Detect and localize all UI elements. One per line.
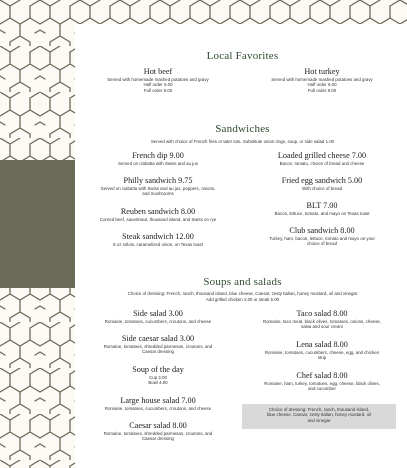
item-desc: Romaine, taco meat, black olives, tomatoes, onions, cheese, bbox=[262, 319, 382, 324]
menu-item-french-dip bbox=[78, 151, 238, 166]
menu-item-loaded-grilled-cheese bbox=[242, 151, 402, 166]
item-desc: Half order 6.00 bbox=[307, 82, 337, 88]
item-name: Club sandwich 8.00 bbox=[289, 226, 355, 235]
item-name: BLT 7.00 bbox=[306, 201, 338, 210]
item-desc: Romaine, tomatoes, cucumbers, croutons, and cheese bbox=[104, 319, 212, 324]
menu-item-club-sandwich bbox=[242, 226, 402, 247]
menu-item-hot-beef bbox=[78, 67, 238, 93]
item-desc: Romaine, tomatoes, cucumbers, cheese, egg, and chicken bbox=[264, 350, 380, 355]
item-name: Philly sandwich 9.75 bbox=[123, 176, 193, 185]
dressing-info-line: and vinegar bbox=[307, 417, 331, 423]
item-desc: Served with homemade mashed potatoes and gravy bbox=[271, 77, 373, 82]
item-desc: Romaine, tomatoes, cucumbers, croutons, and cheese bbox=[104, 406, 212, 411]
item-desc: Bacon, tomato, choice of bread and cheese bbox=[279, 161, 365, 166]
item-desc: Turkey, ham, bacon, lettuce, tomato and mayo on your bbox=[269, 236, 375, 241]
menu-item-philly-sandwich bbox=[78, 176, 238, 197]
item-name: Side salad 3.00 bbox=[133, 309, 183, 318]
item-desc: Bacon, lettuce, tomato, and mayo on Texas toast bbox=[274, 211, 370, 216]
item-desc: Served with homemade mashed potatoes and gravy bbox=[107, 77, 209, 82]
item-name: Taco salad 8.00 bbox=[296, 309, 348, 318]
item-desc: Served on ciabatta with Swiss and au jus bbox=[118, 161, 198, 166]
item-desc: Romaine, ham, turkey, tomatoes, egg, cheese, black olives, bbox=[264, 381, 380, 386]
item-desc: 8 oz sirloin, caramelized onion, on Texas toast bbox=[113, 242, 203, 247]
item-name: Hot turkey bbox=[304, 67, 340, 76]
menu-item-taco-salad bbox=[242, 309, 402, 330]
item-desc: Caesar dressing bbox=[142, 349, 174, 355]
menu-item-soup-of-the-day bbox=[78, 365, 238, 386]
menu-item-steak-sandwich bbox=[78, 232, 238, 247]
item-name: Loaded grilled cheese 7.00 bbox=[277, 151, 367, 160]
item-name: Chef salad 8.00 bbox=[296, 371, 348, 380]
item-name: Reuben sandwich 8.00 bbox=[120, 207, 196, 216]
item-desc: Bowl 4.00 bbox=[148, 380, 168, 386]
sandwiches-note: Served with choice of French fries or tater tots. Substitute onion rings, soup, or side salad 1.00 bbox=[150, 139, 335, 144]
menu-item-side-caesar-salad bbox=[78, 334, 238, 355]
item-desc: With choice of bread bbox=[301, 186, 343, 191]
item-desc: Half order 6.00 bbox=[143, 82, 173, 88]
menu-item-blt bbox=[242, 201, 402, 216]
item-desc: Corned beef, sauerkraut, thousand island, and Swiss on rye bbox=[99, 217, 217, 222]
item-name: Side caesar salad 3.00 bbox=[121, 334, 195, 343]
soups-note-add-protein: Add grilled chicken 2.00 or steak 5.00 bbox=[205, 297, 280, 302]
item-desc: Served on ciabatta with Swiss and au jus, peppers, onions, bbox=[100, 186, 216, 191]
dressing-info-line: blue cheese, Caesar, zesty Italian, honey mustard, oil bbox=[267, 412, 371, 418]
soups-note-dressing: Choice of dressing: French, ranch, thousand island, blue cheese, Caesar, zesty Italian, honey mustard, oil and vinegar bbox=[127, 291, 358, 296]
menu-item-fried-egg-sandwich bbox=[242, 176, 402, 191]
dressing-info-line: Choice of dressing: French, ranch, thousand island, bbox=[268, 407, 370, 412]
menu-item-chef-salad bbox=[242, 371, 402, 392]
menu-item-hot-turkey bbox=[242, 67, 402, 93]
item-desc: and mushrooms bbox=[142, 191, 174, 197]
section-title-soups-and-salads: Soups and salads bbox=[203, 276, 282, 288]
item-desc: strip bbox=[317, 355, 327, 361]
menu-item-lena-salad bbox=[242, 340, 402, 361]
menu-item-large-house-salad bbox=[78, 396, 238, 411]
item-desc: Cup 2.00 bbox=[149, 375, 167, 380]
item-name: Large house salad 7.00 bbox=[120, 396, 196, 405]
item-name: Steak sandwich 12.00 bbox=[122, 232, 194, 241]
item-name: Lena salad 8.00 bbox=[296, 340, 348, 349]
item-name: Caesar salad 8.00 bbox=[129, 421, 187, 430]
item-desc: and cucumber bbox=[308, 386, 336, 392]
menu-item-reuben-sandwich bbox=[78, 207, 238, 222]
item-desc: Full order 8.00 bbox=[143, 87, 173, 93]
item-name: Hot beef bbox=[143, 67, 173, 76]
item-name: French dip 9.00 bbox=[132, 151, 184, 160]
section-title-local-favorites: Local Favorites bbox=[206, 50, 279, 62]
dressing-info-box bbox=[242, 404, 396, 429]
item-name: Fried egg sandwich 5.00 bbox=[281, 176, 363, 185]
menu-item-side-salad bbox=[78, 309, 238, 324]
section-title-sandwiches: Sandwiches bbox=[215, 123, 270, 135]
item-desc: salsa and sour cream bbox=[301, 324, 343, 330]
menu-content bbox=[78, 0, 407, 468]
menu-item-caesar-salad bbox=[78, 421, 238, 442]
item-desc: choice of bread bbox=[306, 241, 338, 247]
item-desc: Romaine, tomatoes, shredded parmesan, croutons, and bbox=[103, 344, 213, 349]
item-desc: Romaine, tomatoes, shredded parmesan, croutons, and bbox=[103, 431, 213, 436]
item-desc: Full order 8.00 bbox=[307, 87, 337, 93]
item-name: Soup of the day bbox=[132, 365, 184, 374]
dark-accent-block bbox=[0, 160, 75, 288]
item-desc: Caesar dressing bbox=[142, 436, 174, 442]
